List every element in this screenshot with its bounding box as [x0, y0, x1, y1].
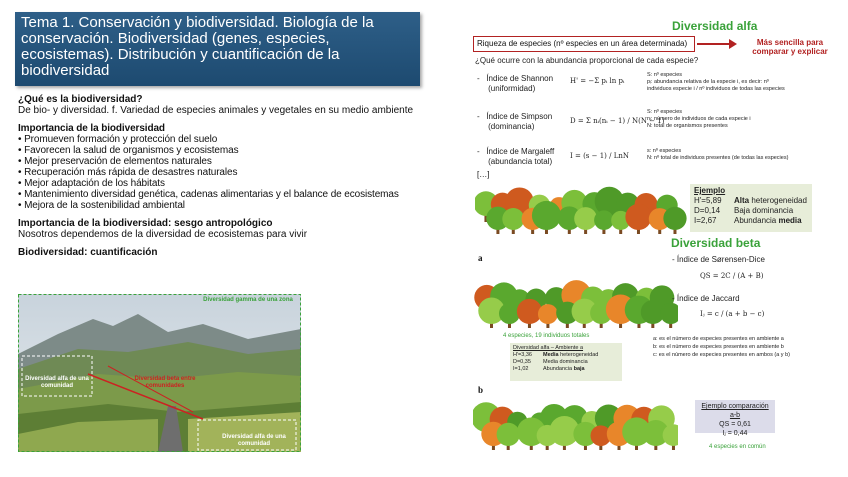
example-row	[694, 196, 808, 206]
section-what-is	[18, 94, 423, 116]
alpha-a-title: Diversidad alfa – Ambiente a	[513, 345, 584, 351]
landscape-photo	[18, 294, 301, 452]
tree-crown	[574, 207, 597, 230]
easier-note: Más sencilla para comparar y explicar	[752, 38, 828, 56]
alpha-a-key: H'=3,36	[513, 352, 532, 358]
bias-text: Nosotros dependemos de la diversidad de ecosistemas para vivir	[18, 229, 308, 240]
example-title: Ejemplo	[694, 186, 726, 195]
importance-item: • Favorecen la salud de organismos y ecosistemas	[18, 145, 239, 156]
example-value: Baja dominancia	[734, 206, 794, 215]
tree-crown	[499, 303, 520, 324]
tree-crown	[532, 201, 561, 230]
legend-line: a: es el número de especies presentes en ambiente a	[653, 336, 784, 342]
alpha-a-box	[510, 343, 622, 381]
desc-line: nᵢ: número de individuos de cada especie i	[647, 116, 751, 122]
section-quantification	[18, 247, 423, 258]
tree-crown	[538, 304, 558, 324]
bias-heading: Importancia de la biodiversidad: sesgo antropológico	[18, 218, 273, 229]
margaleff-formula: I = (s − 1) / LnN	[570, 152, 629, 160]
alfa-label-1: Diversidad alfa de una comunidad	[25, 376, 89, 389]
arrow-right-icon	[697, 38, 737, 50]
desc-line: pᵢ: abundancia relativa de la especie i, es decir: nº	[647, 79, 769, 85]
alpha-a-key: I=1,02	[513, 366, 529, 372]
what-is-heading: ¿Qué es la biodiversidad?	[18, 94, 143, 105]
comparison-qs: QS = 0,61	[719, 421, 751, 428]
importance-item: • Promueven formación y protección del suelo	[18, 134, 218, 145]
section-importance	[18, 123, 423, 211]
comparison-title: Ejemplo comparación a-b	[701, 403, 769, 419]
importance-item: • Recuperación más rápida de desastres naturales	[18, 167, 238, 178]
comparison-box	[695, 400, 775, 437]
legend-ab	[653, 335, 790, 359]
example-value: heterogeneidad	[749, 196, 807, 205]
tree-crown	[625, 204, 651, 230]
importance-item: • Mejor adaptación de los hábitats	[18, 178, 165, 189]
caption-b: 4 especies en común	[709, 444, 766, 450]
alpha-a-key: D=0,35	[513, 359, 531, 365]
importance-item: • Mantenimiento diversidad genética, cadenas alimentarias y el balance de ecosistemas	[18, 189, 399, 200]
alpha-a-row	[513, 366, 619, 373]
alpha-a-bold: Media	[543, 352, 559, 358]
desc-line: s: nº especies	[647, 148, 682, 154]
tree-crown	[502, 208, 524, 230]
sorensen-name: - Índice de Sørensen-Dice	[672, 255, 765, 264]
forest-illustration-alpha	[475, 172, 690, 234]
jaccard-formula: Iⱼ = c / (a + b − c)	[700, 310, 765, 318]
slide-title-box	[15, 12, 420, 86]
slide-title: Tema 1. Conservación y biodiversidad. Biología de la conservación. Biodiversidad (genes, especies, ecosistemas). Distribución y cuantificación de la biodiversidad	[21, 14, 374, 79]
beta-diversity-title: Diversidad beta	[671, 236, 761, 250]
example-row	[694, 216, 808, 226]
gamma-label: Diversidad gamma de una zona	[203, 297, 293, 303]
example-box	[690, 184, 812, 232]
legend-line: b: es el número de especies presentes en ambiente b	[653, 344, 784, 350]
example-bold: Alta	[734, 196, 750, 205]
tree-crown	[663, 207, 686, 230]
ellipsis: […]	[477, 170, 490, 179]
quantification-heading: Biodiversidad: cuantificación	[18, 247, 158, 258]
definition-box: Riqueza de especies (nº especies en un área determinada)	[473, 36, 695, 52]
alpha-a-bold: baja	[573, 366, 585, 372]
sorensen-formula: QS = 2C / (A + B)	[700, 272, 764, 280]
simpson-name: - Índice de Simpson (dominancia)	[477, 112, 553, 131]
tree-crown	[517, 299, 542, 324]
example-value: Abundancia	[734, 216, 779, 225]
shannon-name: - Índice de Shannon (uniformidad)	[477, 74, 554, 93]
alpha-a-row	[513, 352, 619, 359]
example-bold: media	[778, 216, 802, 225]
comparison-ij: Iⱼ = 0,44	[722, 430, 748, 437]
desc-line: individuos especie i / nº individuos de todas las especies	[647, 86, 785, 92]
desc-line: N: total de organismos presentes	[647, 123, 728, 129]
shannon-desc	[647, 72, 785, 93]
margaleff-desc	[647, 148, 788, 162]
example-row	[694, 206, 808, 216]
desc-line: S: nº especies	[647, 72, 683, 78]
importance-heading: Importancia de la biodiversidad	[18, 123, 165, 134]
alpha-a-value: Media dominancia	[543, 359, 588, 365]
desc-line: N: nº total de individuos presentes (de todas las especies)	[647, 155, 789, 161]
what-is-text: De bio- y diversidad. f. Variedad de especies animales y vegetales en su medio ambiente	[18, 105, 414, 116]
left-text-column	[18, 94, 423, 265]
simpson-desc	[647, 109, 751, 130]
caption-a: 4 especies, 19 individuos totales	[503, 333, 590, 339]
abundance-question: ¿Qué ocurre con la abundancia proporcional de cada especie?	[475, 56, 699, 65]
tree-crown	[594, 210, 614, 230]
shannon-formula: H' = −Σ pᵢ ln pᵢ	[570, 77, 625, 85]
simpson-formula: D = Σ nᵢ(nᵢ − 1) / N(N − 1)	[570, 117, 665, 125]
example-key: H'=5,89	[694, 196, 722, 205]
alpha-a-value: heterogeneidad	[558, 352, 599, 358]
example-key: I=2,67	[694, 216, 717, 225]
alpha-diversity-title: Diversidad alfa	[672, 19, 758, 33]
letter-a: a	[478, 253, 483, 263]
jaccard-name: - Índice de Jaccard	[672, 294, 740, 303]
beta-label: Diversidad beta entre comunidades	[134, 376, 196, 389]
section-bias	[18, 218, 423, 240]
forest-illustration-b	[473, 385, 678, 450]
importance-item: • Mejor preservación de elementos naturales	[18, 156, 212, 167]
importance-item: • Mejora de la sostenibilidad ambiental	[18, 200, 185, 211]
margaleff-name: - Índice de Margaleff (abundancia total)	[477, 147, 555, 166]
alpha-a-row	[513, 359, 619, 366]
alpha-a-value: Abundancia	[543, 366, 574, 372]
example-key: D=0,14	[694, 206, 721, 215]
legend-line: c: es el número de especies presentes en ambos (a y b)	[653, 352, 790, 358]
letter-b: b	[478, 385, 484, 395]
alfa-label-2: Diversidad alfa de una comunidad	[222, 434, 286, 447]
desc-line: S: nº especies	[647, 109, 683, 115]
forest-illustration-a	[473, 258, 678, 328]
tree-crown	[497, 423, 520, 446]
